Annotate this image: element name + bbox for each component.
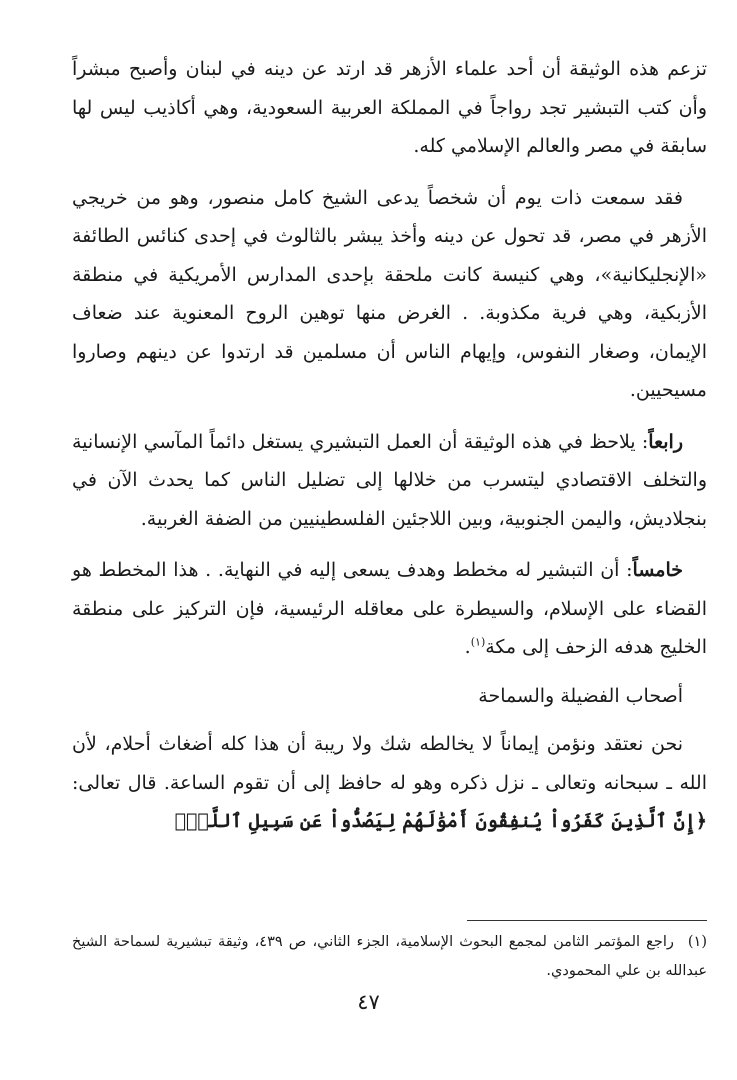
paragraph-2: فقد سمعت ذات يوم أن شخصاً يدعى الشيخ كامل منصور، وهو من خريجي الأزهر في مصر، قد تحول عن دينه وأخذ يبشر بالثالوث في إحدى كنائس الطائفة «الإنجليكانية»، وهي كنيسة كانت ملحقة بإحدى المدارس الأمريكية في منطقة الأزبكية، وهي فرية مكذوبة. . الغرض منها توهين الروح المعنوية عند ضعاف الإيمان، وصغار النفوس، وإيهام الناس أن مسلمين قد ارتدوا عن دينهم وصاروا مسيحيين.	[72, 186, 707, 401]
footnote	[72, 928, 707, 986]
footnote-reference: (١)	[470, 635, 486, 649]
footnote-number: (١)	[687, 934, 708, 950]
paragraph-5	[72, 725, 707, 841]
footnote-text: راجع المؤتمر الثامن لمجمع البحوث الإسلامية، الجزء الثاني، ص ٤٣٩، وثيقة تبشيرية لسماحة الشيخ عبدالله بن علي المحمودي.	[72, 934, 707, 979]
paragraph-3-lead: رابعاً	[648, 430, 683, 453]
paragraph-4-lead: خامساً	[632, 559, 683, 581]
footnote-divider	[467, 920, 707, 921]
page-number: ٤٧	[357, 990, 380, 1014]
page-body	[72, 50, 707, 841]
paragraph-3-text: : يلاحظ في هذه الوثيقة أن العمل التبشيري يستغل دائماً المآسي الإنسانية والتخلف الاقتصادي ليتسرب من خلالها إلى تضليل الناس كما يحدث الآن في بنجلاديش، واليمن الجنوبية، وبين اللاجئين الفلسطينيين من الضفة الغربية.	[72, 430, 707, 530]
paragraph-3	[72, 423, 707, 539]
paragraph-1: تزعم هذه الوثيقة أن أحد علماء الأزهر قد ارتد عن دينه في لبنان وأصبح مبشراً وأن كتب التبشير تجد رواجاً في المملكة العربية السعودية، وهي أكاذيب ليس لها سابقة في مصر والعالم الإسلامي كله.	[72, 58, 707, 157]
paragraph-4-end: .	[464, 636, 471, 658]
paragraph-5-text: نحن نعتقد ونؤمن إيماناً لا يخالطه شك ولا ريبة أن هذا كله أضغاث أحلام، لأن الله ـ سبحانه وتعالى ـ نزل ذكره وهو له حافظ إلى أن تقوم الساعة. قال تعالى:	[72, 733, 707, 794]
section-heading: أصحاب الفضيلة والسماحة	[478, 684, 683, 707]
paragraph-4-text: : أن التبشير له مخطط وهدف يسعى إليه في النهاية. . هذا المخطط هو القضاء على الإسلام، والسيطرة على معاقله الرئيسية، فإن التركيز على منطقة الخليج هدفه الزحف إلى مكة	[72, 559, 707, 658]
paragraph-4	[72, 551, 707, 667]
quran-verse: ﴿إِنَّ ٱلَّذِينَ كَفَرُواْ يُنفِقُونَ أَمْوَٰلَهُمْ لِيَصُدُّواْ عَن سَبِيلِ ٱللَّهِۚ	[174, 810, 707, 832]
